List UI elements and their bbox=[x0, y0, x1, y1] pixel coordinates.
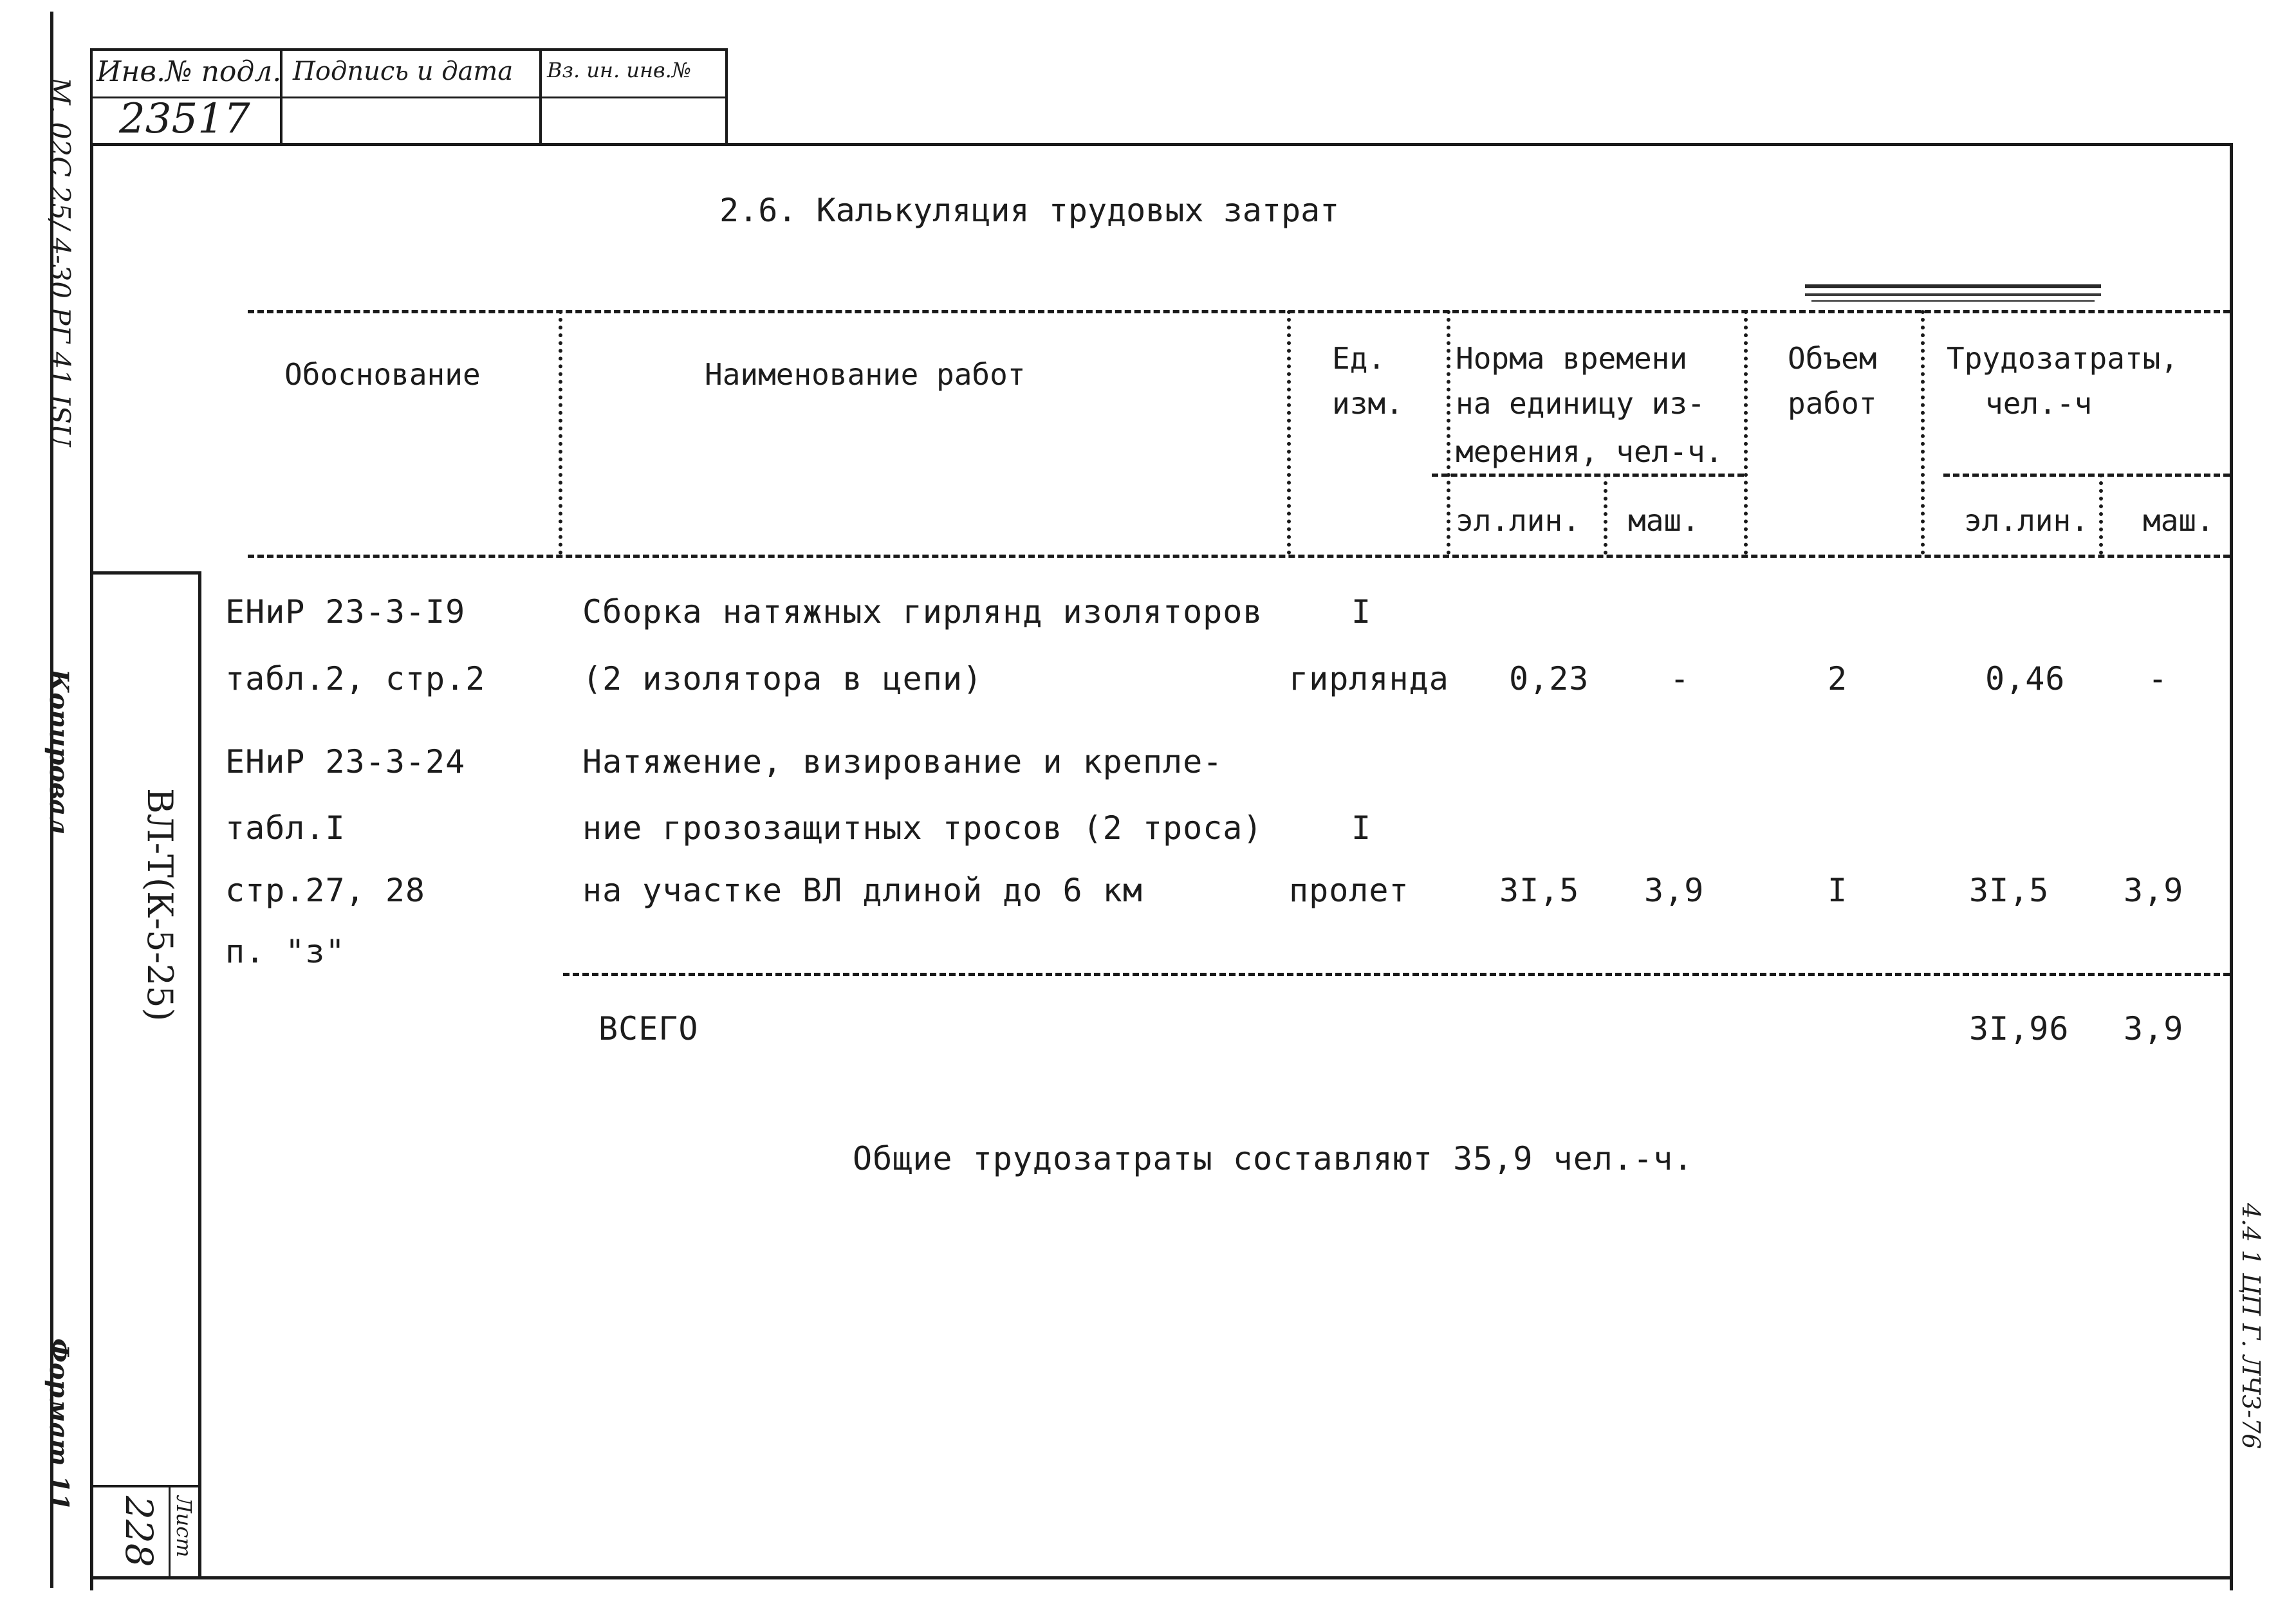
row2-unit-2: пролет bbox=[1289, 872, 1409, 909]
frame-left bbox=[90, 143, 93, 1590]
side-code: ВЛ-Т(К-5-25) bbox=[140, 788, 180, 1022]
header-labor-1: Трудозатраты, bbox=[1947, 341, 2179, 376]
header-labor-el: эл.лин. bbox=[1964, 503, 2089, 538]
row1-name-2: (2 изолятора в цепи) bbox=[582, 660, 983, 697]
sheet-box-top bbox=[90, 1485, 199, 1487]
header-unit-2: изм. bbox=[1332, 386, 1403, 421]
row1-basis-2: табл.2, стр.2 bbox=[225, 660, 486, 697]
format-label: Формат 11 bbox=[44, 1338, 74, 1511]
labor-sub-line bbox=[1943, 474, 2230, 477]
sheet-number: 228 bbox=[117, 1496, 161, 1567]
side-box-right bbox=[198, 571, 201, 1578]
row1-unit-2: гирлянда bbox=[1289, 660, 1449, 697]
row2-name-3: на участке ВЛ длиной до 6 км bbox=[582, 872, 1143, 909]
header-unit-1: Ед. bbox=[1332, 341, 1386, 376]
frame-top bbox=[90, 143, 2233, 146]
side-box-top bbox=[90, 571, 199, 575]
header-norm-3: мерения, чел-ч. bbox=[1456, 434, 1723, 469]
header-basis: Обоснование bbox=[284, 357, 481, 392]
header-norm-el: эл.лин. bbox=[1456, 503, 1580, 538]
frame-right bbox=[2230, 143, 2233, 1590]
col-sep-2 bbox=[1287, 310, 1291, 555]
row2-labor-el: 3I,5 bbox=[1969, 872, 2050, 909]
frame-bottom bbox=[90, 1576, 2233, 1579]
col-sep-3 bbox=[1447, 310, 1450, 555]
col-sep-5 bbox=[1921, 310, 1925, 555]
col-sep-1 bbox=[559, 310, 562, 555]
summary-text: Общие трудозатраты составляют 35,9 чел.-ч. bbox=[853, 1140, 1694, 1177]
row1-labor-mash: - bbox=[2148, 660, 2169, 697]
right-margin-code: 4.4 1 ЦП Г. ЛЧЗ-76 bbox=[2237, 1203, 2265, 1450]
row2-basis-4: п. "з" bbox=[225, 933, 346, 970]
labor-sub-sep bbox=[2099, 474, 2103, 555]
row1-name-1: Сборка натяжных гирлянд изоляторов bbox=[582, 593, 1263, 631]
col-sep-4 bbox=[1744, 310, 1748, 555]
row2-norm-mash: 3,9 bbox=[1644, 872, 1705, 909]
norm-sub-sep bbox=[1604, 474, 1607, 555]
stamp-sep-2 bbox=[539, 48, 542, 145]
total-labor-mash: 3,9 bbox=[2124, 1010, 2184, 1047]
header-norm-mash: маш. bbox=[1628, 503, 1699, 538]
table-top-line bbox=[248, 310, 2230, 313]
row1-volume: 2 bbox=[1828, 660, 1848, 697]
row2-basis-2: табл.I bbox=[225, 809, 346, 847]
total-label: ВСЕГО bbox=[598, 1010, 699, 1047]
row2-labor-mash: 3,9 bbox=[2124, 872, 2184, 909]
header-norm-1: Норма времени bbox=[1456, 341, 1688, 376]
row1-norm-el: 0,23 bbox=[1509, 660, 1589, 697]
header-labor-2: чел.-ч bbox=[1985, 386, 2093, 421]
row2-name-2: ние грозозащитных тросов (2 троса) bbox=[582, 809, 1263, 847]
norm-sub-line bbox=[1432, 474, 1744, 477]
row2-unit-1: I bbox=[1351, 809, 1372, 847]
row1-unit-1: I bbox=[1351, 593, 1372, 631]
row1-basis-1: ЕНиР 23-3-I9 bbox=[225, 593, 466, 631]
row2-name-1: Натяжение, визирование и крепле- bbox=[582, 743, 1223, 780]
row2-basis-1: ЕНиР 23-3-24 bbox=[225, 743, 466, 780]
header-labor-mash: маш. bbox=[2143, 503, 2214, 538]
stamp-top-border bbox=[90, 48, 727, 51]
stamp-signature-label: Подпись и дата bbox=[293, 57, 514, 86]
stamp-inv-number: 23517 bbox=[119, 95, 250, 143]
stamp-vz-label: Вз. ин. инв.№ bbox=[547, 58, 692, 82]
page-title: 2.6. Калькуляция трудовых затрат bbox=[719, 192, 1340, 229]
row1-labor-el: 0,46 bbox=[1985, 660, 2066, 697]
left-margin-vertical-text: М. 02С 25/ 4-30 РГ 41 ISU bbox=[44, 77, 76, 447]
header-volume-1: Объем bbox=[1788, 341, 1877, 376]
total-line bbox=[563, 973, 2230, 976]
total-labor-el: 3I,96 bbox=[1969, 1010, 2069, 1047]
row2-basis-3: стр.27, 28 bbox=[225, 872, 426, 909]
copied-label: Копировал bbox=[44, 669, 74, 835]
header-norm-2: на единицу из- bbox=[1456, 386, 1705, 421]
header-volume-2: работ bbox=[1788, 386, 1877, 421]
row1-norm-mash: - bbox=[1670, 660, 1690, 697]
stamp-left-border bbox=[90, 48, 93, 145]
row2-norm-el: 3I,5 bbox=[1499, 872, 1580, 909]
stamp-inv-label: Инв.№ подл. bbox=[97, 55, 282, 88]
row2-volume: I bbox=[1828, 872, 1848, 909]
crossed-out-text bbox=[1805, 278, 2101, 304]
table-header-bottom-line bbox=[248, 555, 2230, 558]
stamp-right-border bbox=[725, 48, 728, 145]
sheet-box-sep bbox=[169, 1485, 171, 1578]
sheet-label: Лист bbox=[172, 1496, 196, 1558]
header-work-name: Наименование работ bbox=[705, 357, 1026, 392]
